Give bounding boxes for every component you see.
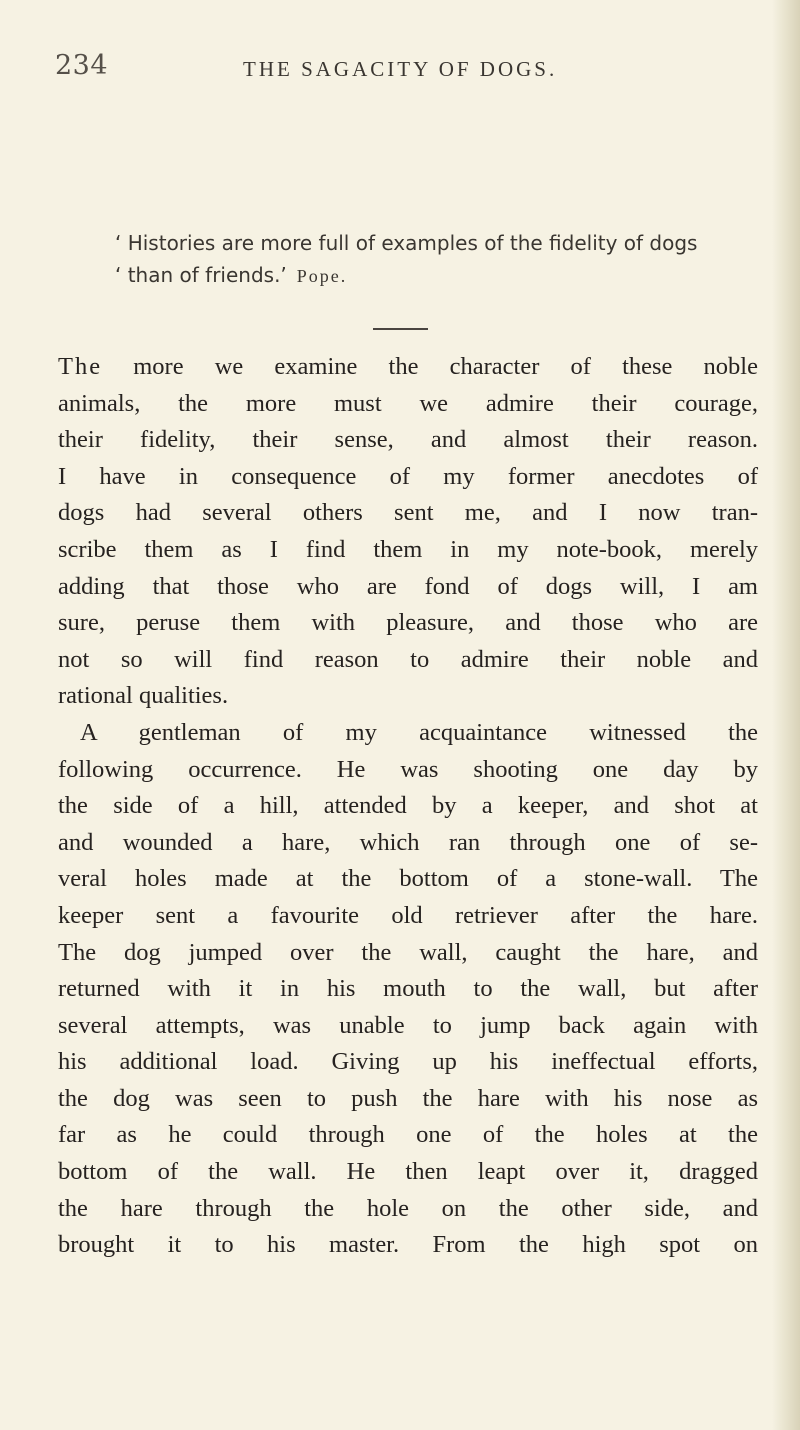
paragraph-2-line: his additional load. Giving up his ineffectual efforts,	[58, 1048, 758, 1076]
paragraph-2-line: following occurrence. He was shooting one day by	[58, 755, 758, 783]
page-number: 234	[55, 50, 109, 81]
paragraph-2-line: veral holes made at the bottom of a stone-wall. The	[58, 865, 758, 893]
paragraph-1-line: not so will find reason to admire their noble and	[58, 645, 758, 673]
epigraph-line-1: ‘ Histories are more full of examples of the fidelity of dogs	[115, 231, 698, 255]
running-title: THE SAGACITY OF DOGS.	[243, 57, 558, 81]
paragraph-1-last-line: rational qualities.	[58, 682, 229, 710]
section-divider	[373, 328, 428, 330]
paragraph-2-line: several attempts, was unable to jump back again with	[58, 1011, 758, 1039]
lead-word: The	[58, 353, 103, 380]
paragraph-2-line: the dog was seen to push the hare with his nose as	[58, 1084, 758, 1112]
paragraph-1-line: their fidelity, their sense, and almost their reason.	[58, 426, 758, 454]
epigraph-line-2-text: ‘ than of friends.’	[115, 263, 287, 287]
epigraph-line-2	[115, 259, 775, 292]
paragraph-2-line: A gentleman of my acquaintance witnessed the	[80, 718, 758, 746]
paragraph-2-line: bottom of the wall. He then leapt over it, dragged	[58, 1158, 758, 1186]
body-text	[58, 349, 758, 1264]
paragraph-1-line: adding that those who are fond of dogs will, I am	[58, 572, 758, 600]
paragraph-2-line: returned with it in his mouth to the wall, but after	[58, 975, 758, 1003]
paragraph-2-line: keeper sent a favourite old retriever after the hare.	[58, 901, 758, 929]
paragraph-1-line: animals, the more must we admire their courage,	[58, 389, 758, 417]
paragraph-2-line: and wounded a hare, which ran through one of se-	[58, 828, 758, 856]
paragraph-1-line: scribe them as I find them in my note-book, merely	[58, 535, 758, 563]
first-line-rest: more we examine the character of these noble	[102, 353, 758, 380]
paragraph-2-line: the side of a hill, attended by a keeper, and shot at	[58, 792, 758, 820]
paragraph-1-line: sure, peruse them with pleasure, and those who are	[58, 609, 758, 637]
epigraph	[115, 227, 775, 292]
paragraph-2-line: the hare through the hole on the other side, and	[58, 1194, 758, 1222]
paragraph-1-line: dogs had several others sent me, and I now tran-	[58, 499, 758, 527]
page-edge-shadow	[772, 0, 800, 1430]
paragraph-1-line-1	[58, 349, 758, 386]
paragraph-1-line: I have in consequence of my former anecdotes of	[58, 462, 758, 490]
paragraph-2-line: The dog jumped over the wall, caught the hare, and	[58, 938, 758, 966]
paragraph-2-line: far as he could through one of the holes at the	[58, 1121, 758, 1149]
epigraph-author: Pope.	[296, 266, 348, 286]
paragraph-2-line: brought it to his master. From the high spot on	[58, 1231, 758, 1259]
